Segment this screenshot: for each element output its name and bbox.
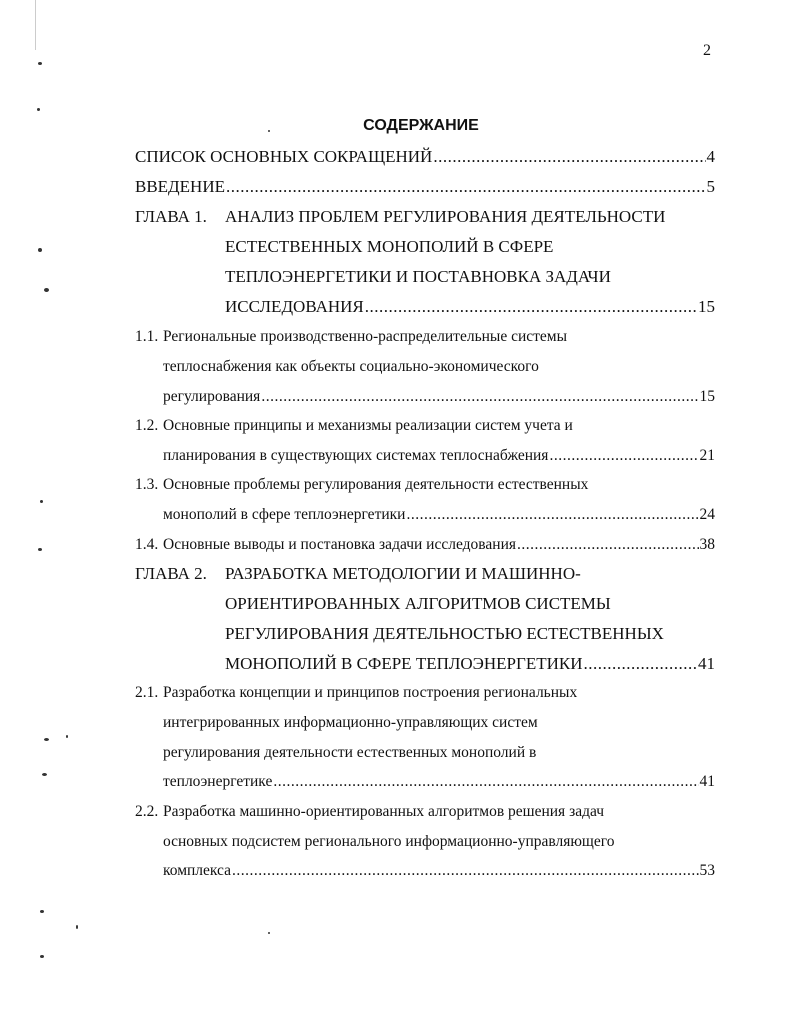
scan-speck [40, 500, 43, 503]
section-title-line: регулирования деятельности естественных монополий в [163, 744, 537, 761]
section-title-line: Региональные производственно-распределительные системы [163, 328, 568, 345]
section-title-line: Разработка концепции и принципов построения региональных [163, 684, 578, 701]
section-title-line: основных подсистем регионального информационно-управляющего [163, 833, 615, 850]
toc-entry-title: ВВЕДЕНИЕ [135, 177, 225, 196]
scan-speck [268, 130, 270, 132]
chapter-title-line: ОРИЕНТИРОВАННЫХ АЛГОРИТМОВ СИСТЕМЫ [225, 594, 611, 613]
scan-speck [268, 932, 270, 934]
toc-page-number: 24 [699, 506, 715, 523]
section-title-line: Основные выводы и постановка задачи исследования [163, 536, 516, 553]
scan-speck [38, 248, 42, 252]
section-number: 2.2. [135, 803, 159, 820]
section-number: 2.1. [135, 684, 159, 701]
chapter-title-line: МОНОПОЛИЙ В СФЕРЕ ТЕПЛОЭНЕРГЕТИКИ [225, 654, 583, 673]
dot-leader [226, 176, 706, 198]
chapter-label: ГЛАВА 2. [135, 564, 207, 583]
section-title-last-line [163, 771, 715, 793]
section-number: 1.2. [135, 417, 159, 434]
page-number: 2 [703, 42, 711, 59]
chapter-label: ГЛАВА 1. [135, 207, 207, 226]
toc-page-number: 41 [699, 773, 715, 790]
dot-leader [406, 504, 698, 526]
chapter-title-last-line [225, 296, 715, 318]
scan-speck [44, 738, 49, 741]
chapter-title-line: ИССЛЕДОВАНИЯ [225, 297, 364, 316]
scan-speck [66, 735, 68, 738]
dot-leader [365, 296, 697, 318]
dot-leader [584, 653, 698, 675]
dot-leader [517, 534, 699, 556]
chapter-title-line: РЕГУЛИРОВАНИЯ ДЕЯТЕЛЬНОСТЬЮ ЕСТЕСТВЕННЫХ [225, 624, 664, 643]
section-title-line: планирования в существующих системах теплоснабжения [163, 447, 549, 464]
section-title-last-line [163, 445, 715, 467]
scan-speck [40, 955, 44, 958]
toc-page-number: 15 [699, 388, 715, 405]
chapter-title-line: ЕСТЕСТВЕННЫХ МОНОПОЛИЙ В СФЕРЕ [225, 237, 554, 256]
section-title-last-line [163, 504, 715, 526]
section-title-last-line [163, 860, 715, 882]
chapter-title-line: АНАЛИЗ ПРОБЛЕМ РЕГУЛИРОВАНИЯ ДЕЯТЕЛЬНОСТИ [225, 207, 666, 226]
scan-speck [40, 910, 44, 913]
dot-leader [549, 445, 698, 467]
dot-leader [232, 860, 698, 882]
page-title: СОДЕРЖАНИЕ [363, 117, 479, 134]
section-title-line: теплоснабжения как объекты социально-экономического [163, 358, 539, 375]
toc-entry-title: СПИСОК ОСНОВНЫХ СОКРАЩЕНИЙ [135, 147, 433, 166]
toc-page-number: 4 [706, 147, 715, 166]
section-title-line: комплекса [163, 862, 232, 879]
toc-entry-abbreviations[interactable] [135, 146, 715, 168]
section-title-line: монополий в сфере теплоэнергетики [163, 506, 406, 523]
section-title-line: теплоэнергетике [163, 773, 273, 790]
section-title-line: интегрированных информационно-управляющих систем [163, 714, 538, 731]
scan-edge-mark [35, 0, 36, 50]
toc-page-number: 41 [698, 654, 715, 673]
toc-page-number: 53 [699, 862, 715, 879]
section-title-line: Основные проблемы регулирования деятельности естественных [163, 476, 589, 493]
toc-page-number: 38 [699, 536, 715, 553]
section-title-line: Разработка машинно-ориентированных алгоритмов решения задач [163, 803, 605, 820]
scan-speck [38, 62, 42, 65]
scan-speck [37, 108, 40, 111]
chapter-title-line: РАЗРАБОТКА МЕТОДОЛОГИИ И МАШИННО- [225, 564, 581, 583]
scan-speck [44, 288, 49, 292]
section-title-last-line [163, 534, 715, 556]
chapter-title-last-line [225, 653, 715, 675]
section-title-line: Основные принципы и механизмы реализации систем учета и [163, 417, 573, 434]
section-title-last-line [163, 386, 715, 408]
dot-leader [273, 771, 698, 793]
section-number: 1.4. [135, 536, 159, 553]
section-number: 1.3. [135, 476, 159, 493]
scan-speck [42, 773, 47, 776]
scan-speck [76, 925, 78, 929]
toc-entry-introduction[interactable] [135, 176, 715, 198]
section-number: 1.1. [135, 328, 159, 345]
dot-leader [261, 386, 698, 408]
dot-leader [433, 146, 705, 168]
toc-page-number: 21 [699, 447, 715, 464]
chapter-title-line: ТЕПЛОЭНЕРГЕТИКИ И ПОСТАВНОВКА ЗАДАЧИ [225, 267, 611, 286]
section-title-line: регулирования [163, 388, 261, 405]
scan-speck [38, 548, 42, 551]
toc-page-number: 5 [706, 177, 715, 196]
toc-page-number: 15 [698, 297, 715, 316]
